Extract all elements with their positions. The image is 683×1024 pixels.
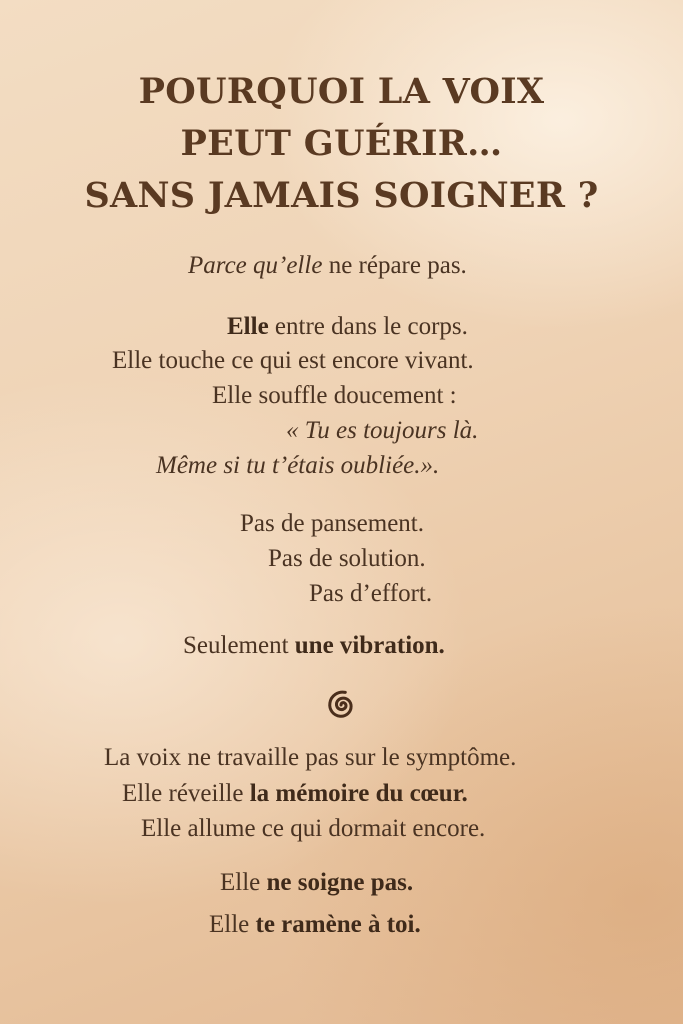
poster-title	[0, 66, 683, 222]
intro-rest: ne répare pas.	[322, 252, 467, 279]
stanza1-line-1	[227, 312, 468, 342]
stanza3-line-3: Elle allume ce qui dormait encore.	[141, 815, 486, 842]
closing-line-1	[220, 868, 413, 898]
stanza3-line-1: La voix ne travaille pas sur le symptôme.	[104, 744, 517, 771]
stanza1-line-3: Elle souffle doucement :	[212, 382, 457, 409]
title-line-1: POURQUOI LA VOIX	[138, 71, 545, 112]
stanza1-line-1-rest: entre dans le corps.	[268, 313, 468, 340]
stanza1-line-1-bold: Elle	[227, 313, 269, 340]
closing-line-1-bold: ne soigne pas.	[266, 869, 414, 896]
closing-line-2-bold: te ramène à toi.	[255, 911, 421, 938]
title-line-3: SANS JAMAIS SOIGNER ?	[84, 175, 599, 216]
title-line-2: PEUT GUÉRIR…	[180, 123, 503, 164]
spiral-icon	[317, 683, 365, 727]
closing-line-2-plain: Elle	[209, 911, 256, 938]
intro-italic: Parce qu’elle	[188, 252, 323, 279]
closing-line-2	[209, 910, 421, 940]
stanza2-line-1: Pas de pansement.	[240, 510, 424, 537]
stanza2-line-3: Pas d’effort.	[309, 580, 433, 607]
stanza3-line-2-plain: Elle réveille	[122, 780, 250, 807]
vibration-plain: Seulement	[183, 632, 295, 659]
stanza2-line-2: Pas de solution.	[268, 545, 426, 572]
vibration-line	[183, 631, 445, 661]
stanza1-line-4-italic: « Tu es toujours là.	[286, 417, 479, 444]
intro-line	[188, 251, 467, 281]
stanza1-line-2: Elle touche ce qui est encore vivant.	[112, 347, 474, 374]
stanza1-line-5	[156, 451, 439, 481]
closing-line-1-plain: Elle	[220, 869, 267, 896]
stanza1-line-4	[286, 416, 478, 446]
stanza1-line-5-italic: Même si tu t’étais oubliée.».	[156, 452, 440, 479]
vibration-bold: une vibration.	[294, 632, 445, 659]
stanza3-line-2-bold: la mémoire du cœur.	[249, 780, 468, 807]
stanza3-line-2	[122, 779, 468, 809]
